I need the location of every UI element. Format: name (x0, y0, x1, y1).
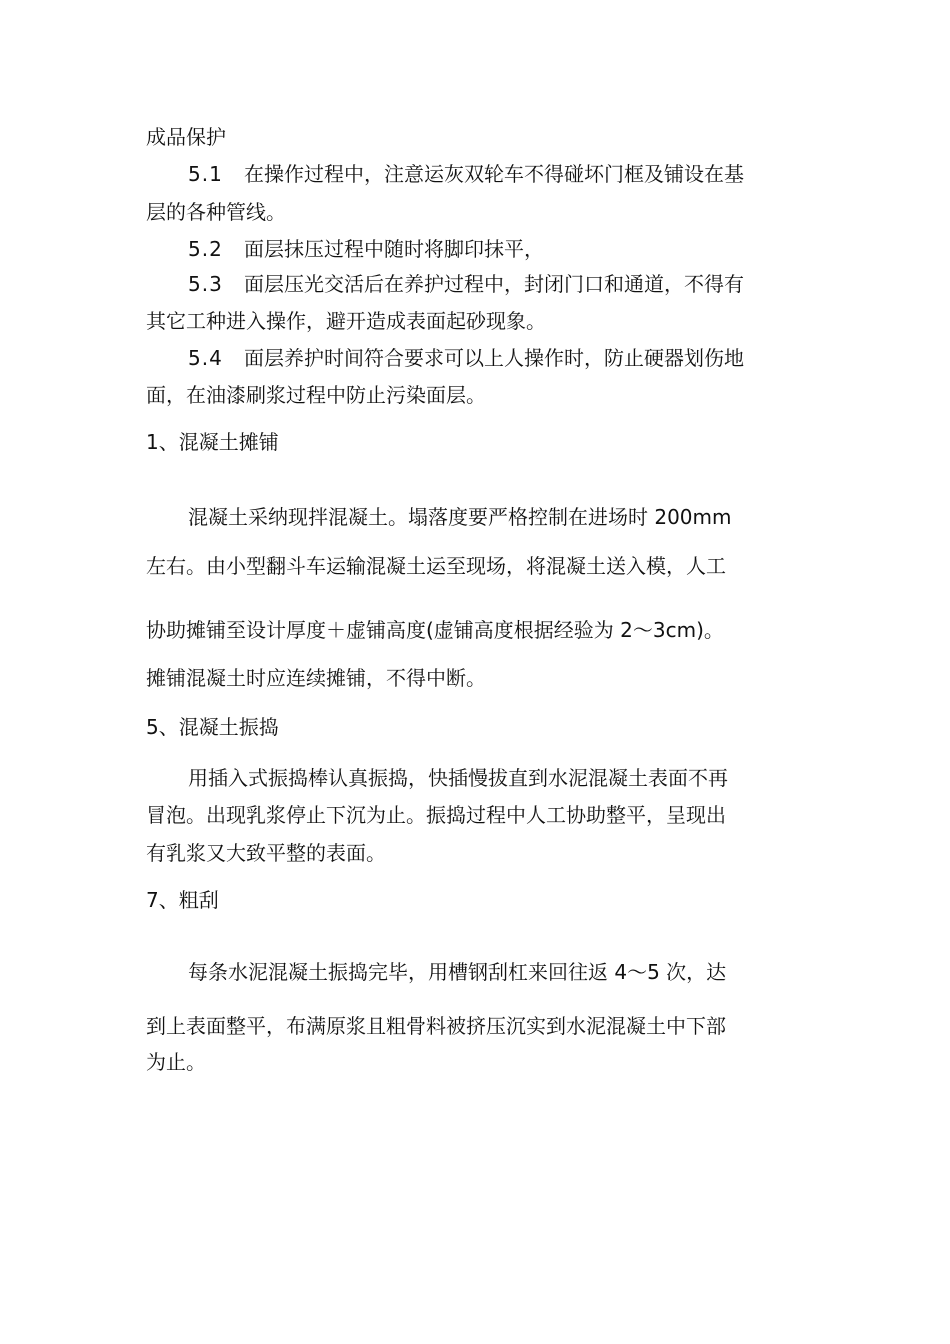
paragraph-line: 有乳浆又大致平整的表面。 (146, 841, 386, 865)
item-text: 面层压光交活后在养护过程中，封闭门口和通道，不得有 (244, 272, 744, 296)
paragraph-line: 为止。 (146, 1050, 206, 1074)
paragraph-line: 冒泡。出现乳浆停止下沉为止。振捣过程中人工协助整平，呈现出 (146, 803, 726, 827)
paragraph-line: 到上表面整平，布满原浆且粗骨料被挤压沉实到水泥混凝土中下部 (146, 1014, 726, 1038)
section-title-rough-scraping: 7、粗刮 (146, 888, 219, 912)
item-text: 在操作过程中，注意运灰双轮车不得碰坏门框及铺设在基 (244, 162, 744, 186)
item-text-continuation: 层的各种管线。 (146, 200, 286, 224)
list-item-5-3 (188, 270, 744, 298)
paragraph-line: 每条水泥混凝土振捣完毕，用槽钢刮杠来回往返 4～5 次，达 (188, 960, 727, 984)
item-text-continuation: 其它工种进入操作，避开造成表面起砂现象。 (146, 309, 546, 333)
paragraph-line: 混凝土采纳现拌混凝土。塌落度要严格控制在进场时 200mm (188, 505, 732, 529)
item-text: 面层抹压过程中随时将脚印抹平， (244, 237, 544, 261)
paragraph-line: 摊铺混凝土时应连续摊铺，不得中断。 (146, 666, 486, 690)
list-item-5-4 (188, 344, 744, 372)
section-title-concrete-paving: 1、混凝土摊铺 (146, 430, 279, 454)
item-text: 面层养护时间符合要求可以上人操作时，防止硬器划伤地 (244, 346, 744, 370)
list-item-5-1 (188, 160, 744, 188)
section-title-finished-product-protection: 成品保护 (146, 125, 226, 149)
section-title-concrete-vibration: 5、混凝土振捣 (146, 715, 279, 739)
list-item-5-2 (188, 235, 544, 263)
item-number: 5.2 (188, 237, 223, 261)
item-number: 5.4 (188, 346, 223, 370)
paragraph-line: 用插入式振捣棒认真振捣，快插慢拔直到水泥混凝土表面不再 (188, 766, 728, 790)
paragraph-line: 协助摊铺至设计厚度＋虚铺高度(虚铺高度根据经验为 2～3cm)。 (146, 618, 724, 642)
item-number: 5.1 (188, 162, 223, 186)
item-number: 5.3 (188, 272, 223, 296)
paragraph-line: 左右。由小型翻斗车运输混凝土运至现场，将混凝土送入模，人工 (146, 554, 726, 578)
item-text-continuation: 面，在油漆刷浆过程中防止污染面层。 (146, 383, 486, 407)
